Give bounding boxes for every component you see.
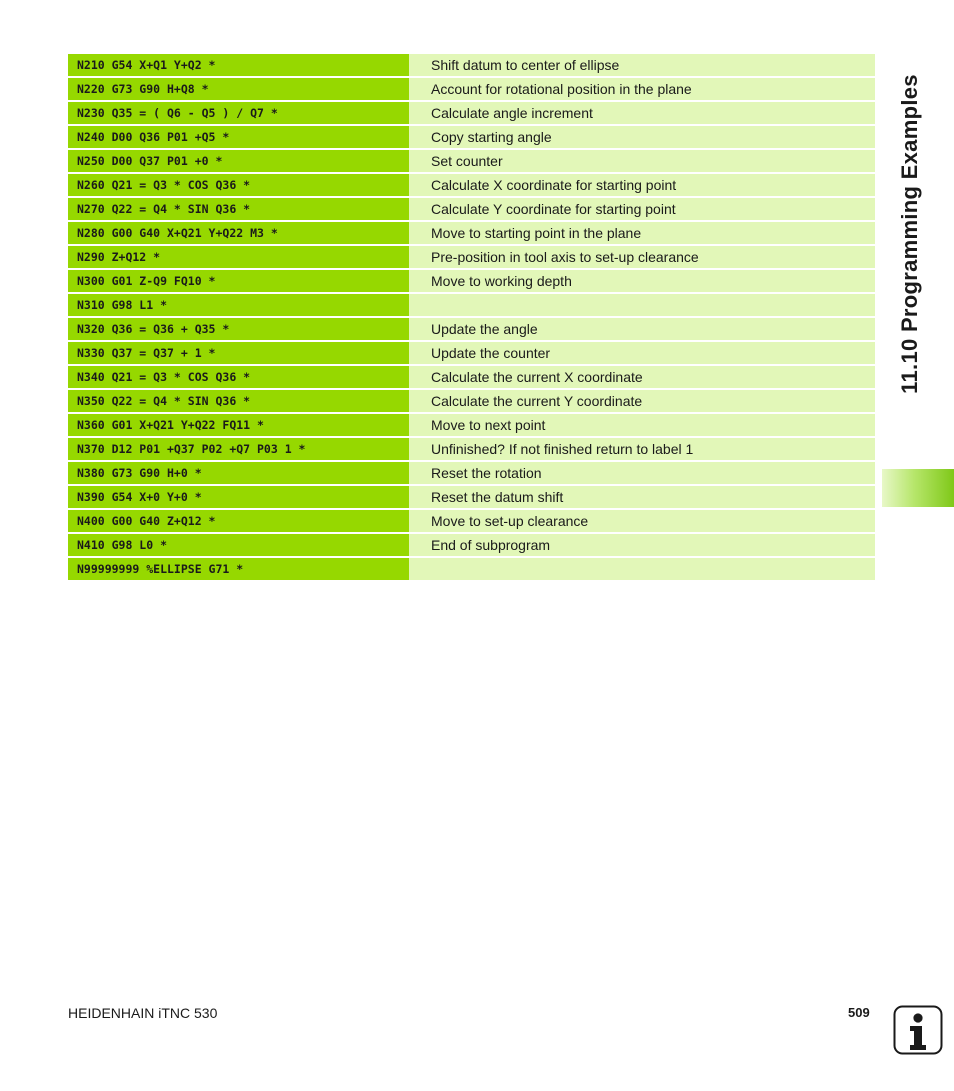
code-line: N210 G54 X+Q1 Y+Q2 * [68,54,409,76]
code-description: Copy starting angle [409,126,875,148]
code-description: Calculate X coordinate for starting point [409,174,875,196]
section-title-text: 11.10 Programming Examples [897,74,922,394]
table-row [68,174,875,196]
page-number: 509 [848,1005,870,1020]
table-row [68,198,875,220]
table-row [68,246,875,268]
code-description [409,558,875,580]
code-line: N260 Q21 = Q3 * COS Q36 * [68,174,409,196]
code-line: N240 D00 Q36 P01 +Q5 * [68,126,409,148]
table-row [68,486,875,508]
code-description: Unfinished? If not finished return to label 1 [409,438,875,460]
code-line: N300 G01 Z-Q9 FQ10 * [68,270,409,292]
code-line: N230 Q35 = ( Q6 - Q5 ) / Q7 * [68,102,409,124]
table-row [68,54,875,76]
code-description: Set counter [409,150,875,172]
table-row [68,78,875,100]
code-description: Reset the rotation [409,462,875,484]
code-description [409,294,875,316]
table-row [68,414,875,436]
code-line: N400 G00 G40 Z+Q12 * [68,510,409,532]
chapter-tab-marker [882,469,954,507]
code-description: Move to next point [409,414,875,436]
code-line: N360 G01 X+Q21 Y+Q22 FQ11 * [68,414,409,436]
info-icon [893,1005,943,1055]
code-line: N370 D12 P01 +Q37 P02 +Q7 P03 1 * [68,438,409,460]
code-line: N330 Q37 = Q37 + 1 * [68,342,409,364]
table-row [68,270,875,292]
code-line: N410 G98 L0 * [68,534,409,556]
code-line: N350 Q22 = Q4 * SIN Q36 * [68,390,409,412]
table-row [68,102,875,124]
manual-name: HEIDENHAIN iTNC 530 [68,1005,218,1021]
code-description: Calculate the current X coordinate [409,366,875,388]
table-row [68,126,875,148]
table-row [68,366,875,388]
code-line: N340 Q21 = Q3 * COS Q36 * [68,366,409,388]
table-row [68,342,875,364]
code-description: Pre-position in tool axis to set-up clearance [409,246,875,268]
code-line: N250 D00 Q37 P01 +0 * [68,150,409,172]
table-row [68,318,875,340]
table-row [68,438,875,460]
table-row [68,390,875,412]
code-description: Update the angle [409,318,875,340]
code-description: Shift datum to center of ellipse [409,54,875,76]
code-description: Move to working depth [409,270,875,292]
table-row [68,222,875,244]
code-description: Calculate Y coordinate for starting point [409,198,875,220]
code-line: N99999999 %ELLIPSE G71 * [68,558,409,580]
code-description: Reset the datum shift [409,486,875,508]
code-line: N220 G73 G90 H+Q8 * [68,78,409,100]
table-row [68,150,875,172]
code-line: N270 Q22 = Q4 * SIN Q36 * [68,198,409,220]
code-description: Account for rotational position in the plane [409,78,875,100]
code-description: Move to starting point in the plane [409,222,875,244]
code-line: N380 G73 G90 H+0 * [68,462,409,484]
code-line: N310 G98 L1 * [68,294,409,316]
code-description: Calculate the current Y coordinate [409,390,875,412]
code-line: N390 G54 X+0 Y+0 * [68,486,409,508]
code-line: N280 G00 G40 X+Q21 Y+Q22 M3 * [68,222,409,244]
code-description: Update the counter [409,342,875,364]
table-row [68,510,875,532]
code-description: End of subprogram [409,534,875,556]
table-row [68,534,875,556]
code-line: N320 Q36 = Q36 + Q35 * [68,318,409,340]
section-title [890,54,930,414]
code-line: N290 Z+Q12 * [68,246,409,268]
program-listing-table [68,54,875,582]
table-row [68,558,875,580]
code-description: Move to set-up clearance [409,510,875,532]
code-description: Calculate angle increment [409,102,875,124]
table-row [68,294,875,316]
table-row [68,462,875,484]
